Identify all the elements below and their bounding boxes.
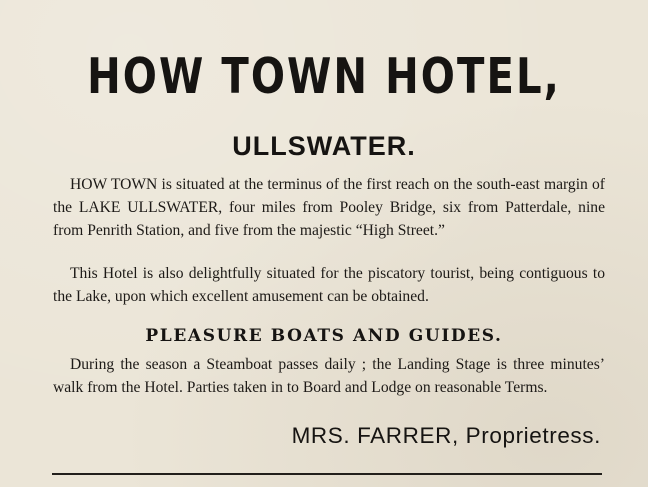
steamboat-paragraph	[53, 353, 605, 399]
hotel-title: HOW TOWN HOTEL,	[87, 48, 561, 105]
location-subtitle: ULLSWATER.	[232, 131, 416, 161]
bottom-rule	[52, 473, 602, 475]
angling-paragraph	[53, 262, 605, 308]
description-paragraph	[53, 173, 605, 242]
description-text: HOW TOWN is situated at the terminus of the first reach on the south-east margin of the LAKE ULLSWATER, four miles from Pooley Bridge, six from Patterdale, nine from Penrith Station, and five from the majestic “High Street.”	[53, 176, 605, 239]
boats-heading: PLEASURE BOATS AND GUIDES.	[145, 326, 503, 346]
steamboat-text: During the season a Steamboat passes daily ; the Landing Stage is three minutes’ walk from the Hotel. Parties taken in to Board and Lodge on reasonable Terms.	[53, 356, 605, 396]
angling-text: This Hotel is also delightfully situated for the piscatory tourist, being contiguous to the Lake, upon which excellent amusement can be obtained.	[53, 265, 605, 305]
proprietress-signature: MRS. FARRER, Proprietress.	[291, 423, 601, 448]
